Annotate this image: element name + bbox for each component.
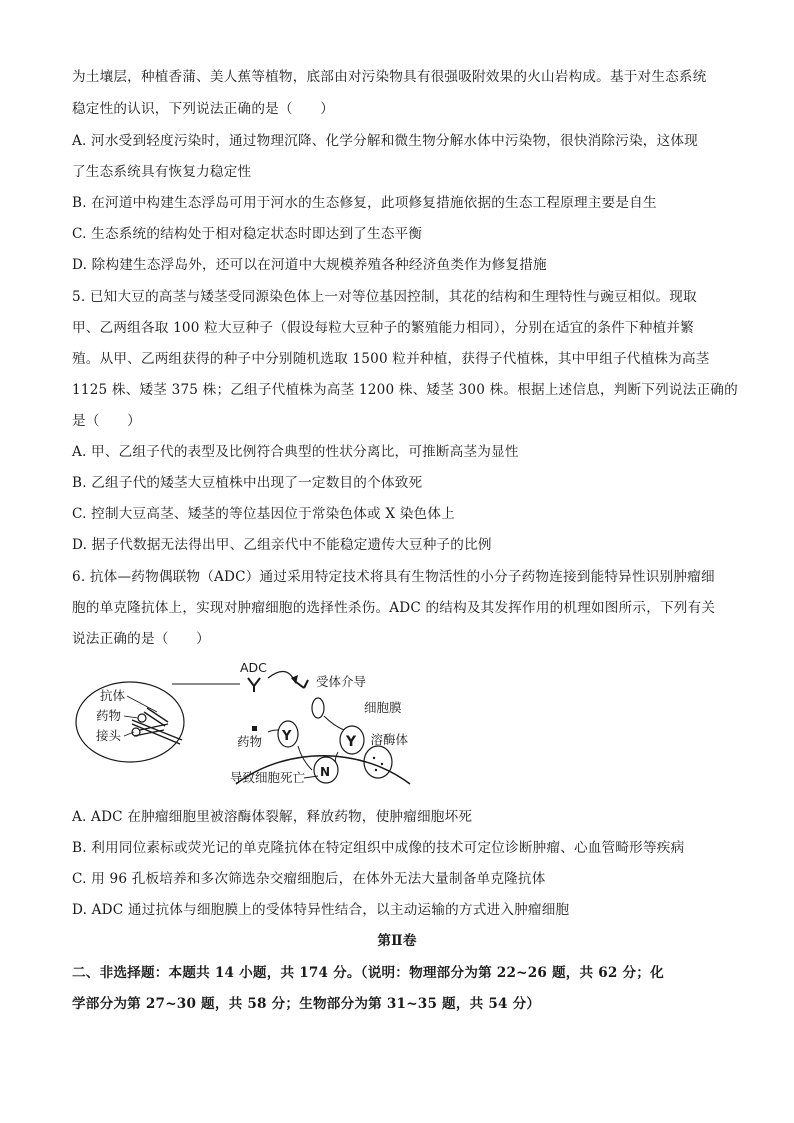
label-linker: 接头 [96, 728, 122, 743]
adc-glyph: N [320, 765, 331, 779]
option-d: D. 据子代数据无法得出甲、乙组亲代中不能稳定遗传大豆种子的比例 [72, 537, 492, 553]
endosome-icon [312, 698, 324, 718]
adc-mechanism-figure [72, 660, 417, 788]
text-line: 1125 株、矮茎 375 株；乙组子代植株为高茎 1200 株、矮茎 300 株。根据上述信息，判断下列说法正确的 [72, 382, 738, 398]
drug-molecule-icon [138, 714, 146, 722]
option-c: C. 用 96 孔板培养和多次筛选杂交瘤细胞后，在体外无法大量制备单克隆抗体 [72, 871, 546, 887]
option-b: B. 利用同位素标或荧光记的单克隆抗体在特定组织中成像的技术可定位诊断肿瘤、心血管畸形等疾病 [72, 840, 685, 856]
adc-glyph: Y [346, 734, 357, 750]
option-a: A. ADC 在肿瘤细胞里被溶酶体裂解，释放药物，使肿瘤细胞坏死 [72, 809, 473, 825]
label-antibody: 抗体 [100, 688, 126, 703]
label-drug: 药物 [96, 708, 122, 723]
drug-particle-icon [252, 726, 257, 731]
adc-diagram [72, 660, 417, 788]
adc-icon [248, 678, 260, 692]
adc-glyph: Y [282, 729, 292, 744]
section-instructions: 二、非选择题：本题共 14 小题，共 174 分。（说明：物理部分为第 22~26 题，共 62 分；化 [72, 965, 664, 981]
text-line: 殖。从甲、乙两组获得的种子中分别随机选取 1500 粒并种植，获得子代植株，其中甲组子代植株为高茎 [72, 351, 710, 367]
text-line: B. 在河道中构建生态浮岛可用于河水的生态修复，此项修复措施依据的生态工程原理主要是自生 [72, 195, 657, 211]
label-adc: ADC [240, 660, 267, 675]
text-line: 甲、乙两组各取 100 粒大豆种子（假设每粒大豆种子的繁殖能力相同），分别在适宜的条件下种植并繁 [72, 320, 694, 336]
question-5-stem: 5. 已知大豆的高茎与矮茎受同源染色体上一对等位基因控制，其花的结构和生理特性与豌豆相似。现取 [72, 289, 697, 305]
option-d: D. ADC 通过抗体与细胞膜上的受体特异性结合，以主动运输的方式进入肿瘤细胞 [72, 902, 570, 918]
option-a: A. 甲、乙组子代的表型及比例符合典型的性状分离比，可推断高茎为显性 [72, 444, 519, 460]
text-line: A. 河水受到轻度污染时，通过物理沉降、化学分解和微生物分解水体中污染物，很快消除污染，这体现 [72, 133, 698, 149]
text-line: 为土壤层，种植香蒲、美人蕉等植物，底部由对污染物具有很强吸附效果的火山岩构成。基于对生态系统 [72, 69, 707, 85]
label-receptor-mediated: 受体介导 [316, 674, 367, 689]
label-drug-inner: 药物 [237, 734, 263, 749]
text-line: D. 除构建生态浮岛外，还可以在河道中大规模养殖各种经济鱼类作为修复措施 [72, 257, 547, 273]
label-cell-membrane: 细胞膜 [364, 700, 402, 715]
label-lysosome: 溶酶体 [370, 732, 408, 747]
section-instructions: 学部分为第 27~30 题，共 58 分；生物部分为第 31~35 题，共 54 分） [72, 996, 541, 1012]
text-line: 是（ ） [72, 413, 141, 429]
text-line: 胞的单克隆抗体上，实现对肿瘤细胞的选择性杀伤。ADC 的结构及其发挥作用的机理如图所示，下列有关 [72, 600, 716, 616]
section-title: 第Ⅱ卷 [377, 933, 417, 949]
entry-arrow [268, 671, 294, 680]
bound-adc-icon [296, 680, 308, 688]
option-b: B. 乙组子代的矮茎大豆植株中出现了一定数目的个体致死 [72, 475, 423, 491]
text-line: 说法正确的是（ ） [72, 631, 210, 647]
text-line: 稳定性的认识，下列说法正确的是（ ） [72, 101, 335, 117]
antibody-icon [132, 708, 182, 744]
label-cell-death: 导致细胞死亡 [230, 770, 306, 785]
option-c: C. 控制大豆高茎、矮茎的等位基因位于常染色体或 X 染色体上 [72, 506, 455, 522]
text-line: C. 生态系统的结构处于相对稳定状态时即达到了生态平衡 [72, 226, 423, 242]
question-6-stem: 6. 抗体—药物偶联物（ADC）通过采用特定技术将具有生物活性的小分子药物连接到能特异性识别肿瘤细 [72, 569, 715, 585]
text-line: 了生态系统具有恢复力稳定性 [72, 164, 252, 180]
